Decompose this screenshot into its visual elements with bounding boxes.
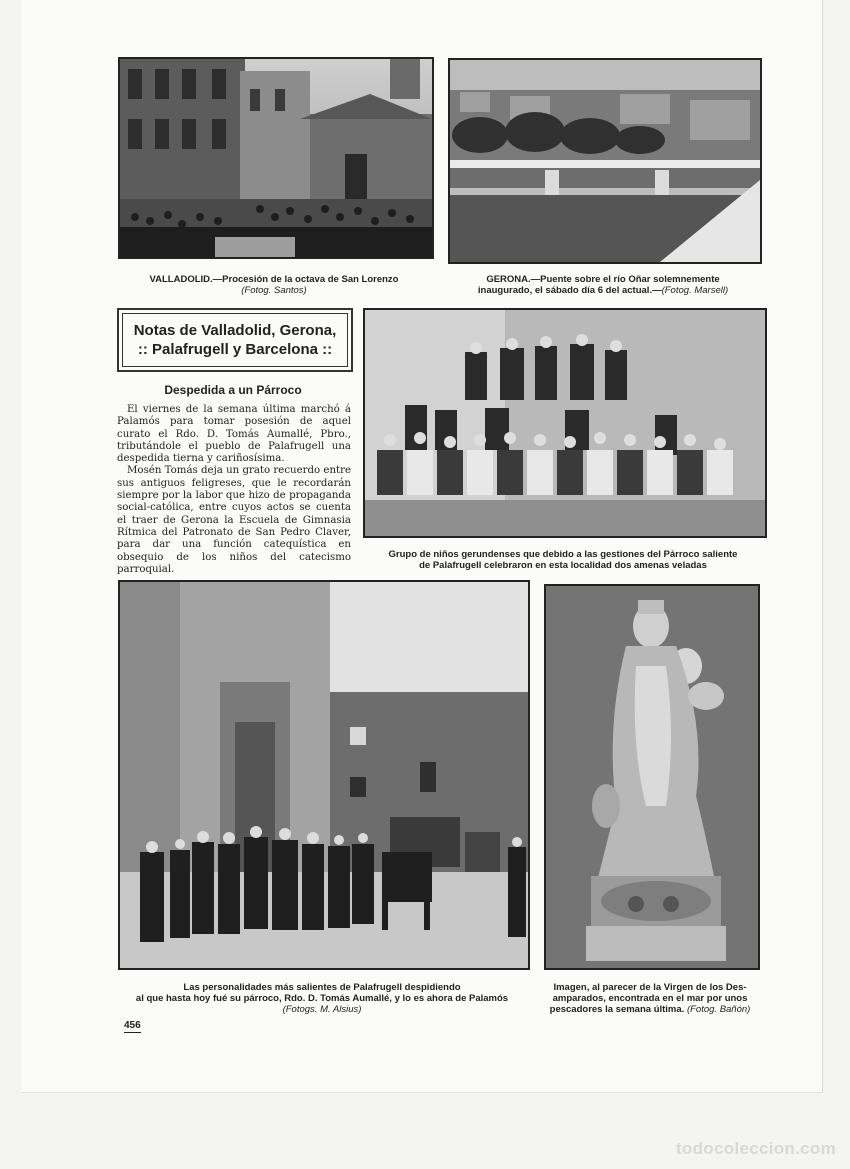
page-number: 456 [124, 1020, 141, 1031]
caption-gerona-line2: inaugurado, el sábado día 6 del actual.— [477, 285, 662, 296]
article-title-line2: :: Palafrugell y Barcelona :: [137, 341, 333, 358]
caption-statue-credit: (Fotog. Bañón) [686, 1004, 751, 1015]
caption-valladolid-place: VALLADOLID. [149, 274, 213, 285]
watermark [676, 1139, 836, 1159]
photo-gerona-bridge [448, 58, 762, 264]
caption-farewell-line1: Las personalidades más salientes de Palafrugell despidiendo [183, 982, 461, 993]
article-title-line1: Notas de Valladolid, Gerona, [133, 322, 337, 339]
caption-valladolid-text: —Procesión de la octava de San Lorenzo [212, 274, 399, 285]
caption-gerona-place: GERONA. [486, 274, 531, 285]
photo-virgin-statue [544, 584, 760, 970]
caption-statue-line2: amparados, encontrada en el mar por unos [552, 993, 748, 1004]
caption-virgin-statue [536, 982, 764, 1015]
article-body [117, 404, 351, 576]
caption-valladolid-credit: (Fotog. Santos) [241, 285, 307, 296]
caption-gerona-line1: —Puente sobre el río Oñar solemnemente [530, 274, 720, 285]
caption-group-children [363, 549, 763, 571]
article-title-box [117, 308, 353, 372]
article-paragraph-1: El viernes de la semana última marchó á Palamós para tomar posesión de aquel curato el Rdo. D. Tomás Aumallé, Pbro., tributándole el pueblo de Palafrugell una despedida tierna y cariñosísima. [117, 404, 351, 465]
caption-group-line2: de Palafrugell celebraron en esta localidad dos amenas veladas [419, 560, 707, 571]
caption-gerona-credit: (Fotog. Marsell) [661, 285, 729, 296]
caption-gerona [448, 274, 758, 296]
photo-valladolid-procession [118, 57, 434, 259]
caption-valladolid [118, 274, 430, 296]
photo-group-children [363, 308, 767, 538]
caption-farewell-line2: al que hasta hoy fué su párroco, Rdo. D. Tomás Aumallé, y lo es ahora de Palamós [135, 993, 509, 1004]
caption-farewell-credit: (Fotogs. M. Alsius) [282, 1004, 362, 1015]
photo-farewell-street [118, 580, 530, 970]
caption-statue-line1: Imagen, al parecer de la Virgen de los Des- [553, 982, 747, 993]
caption-statue-line3: pescadores la semana última. [549, 1004, 685, 1015]
article-subhead: Despedida a un Párroco [164, 383, 302, 397]
watermark-tld: .com [795, 1139, 836, 1158]
article-paragraph-2: Mosén Tomás deja un grato recuerdo entre sus antiguos feligreses, que le recordarán siempre por la labor que hizo de propaganda social-católica, entre cuyos actos se cuenta el traer de Gerona la Escuela de Gimnasia Rítmica del Patronato de San Pedro Claver, para dar una función catequística en obsequio de los niños del catecismo parroquial. [117, 465, 351, 575]
caption-farewell [118, 982, 526, 1015]
watermark-brand: todocoleccion [675, 1139, 796, 1158]
caption-group-line1: Grupo de niños gerundenses que debido a las gestiones del Párroco saliente [388, 549, 738, 560]
